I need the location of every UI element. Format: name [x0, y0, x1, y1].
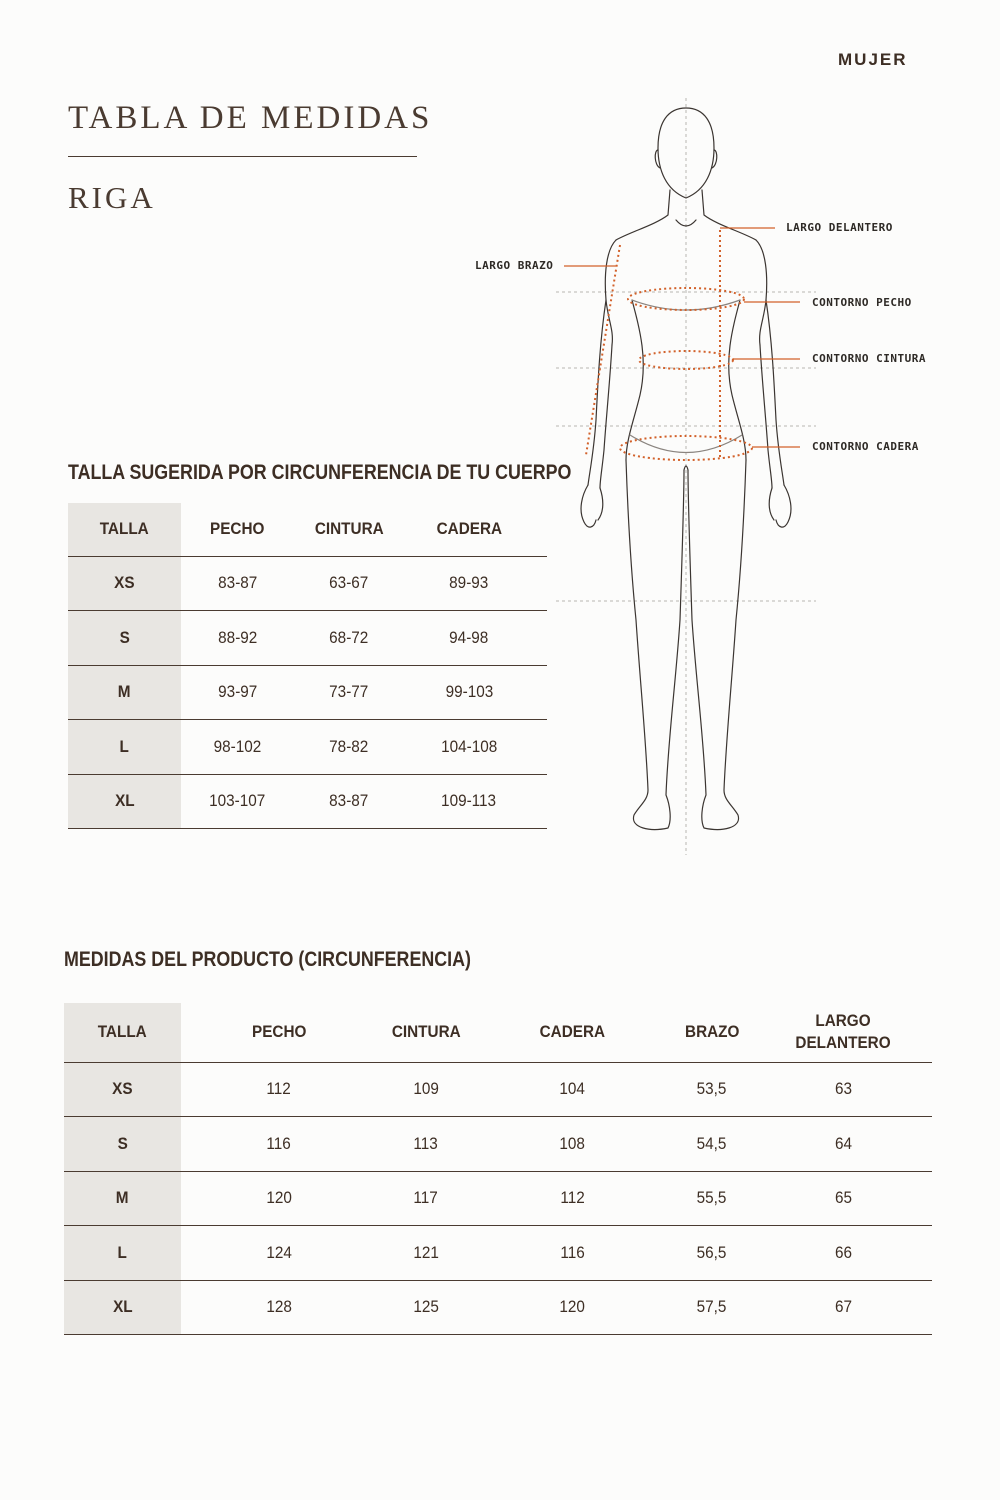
label-contorno-cintura: CONTORNO CINTURA [812, 352, 926, 365]
size-cell: XL [68, 774, 181, 829]
product-table-title: MEDIDAS DEL PRODUCTO (CIRCUNFERENCIA) [64, 948, 471, 971]
table-cell: 128 [266, 1297, 292, 1317]
table-row [68, 556, 547, 611]
header-pecho: PECHO [251, 1022, 307, 1042]
size-cell: XS [68, 556, 181, 611]
header-cintura: CINTURA [314, 519, 384, 539]
table-cell: 116 [266, 1133, 292, 1153]
header-cintura: CINTURA [391, 1022, 461, 1042]
table-cell: 121 [413, 1242, 439, 1262]
header-cadera: CADERA [539, 1022, 606, 1042]
table-cell: 98-102 [213, 736, 262, 756]
table-cell: 56,5 [697, 1242, 727, 1262]
table-row [64, 1171, 932, 1226]
table-row [64, 1117, 932, 1172]
table-header-row [64, 1003, 932, 1062]
table-cell: 117 [413, 1188, 439, 1208]
table-cell: 88-92 [217, 627, 258, 647]
table-row [64, 1280, 932, 1335]
table-cell: 112 [266, 1079, 292, 1099]
body-size-table [68, 503, 547, 829]
table-cell: 66 [834, 1242, 852, 1262]
table-cell: 64 [834, 1133, 852, 1153]
table-row [64, 1062, 932, 1117]
table-cell: 68-72 [329, 627, 369, 647]
table-cell: 113 [413, 1133, 439, 1153]
gender-label: MUJER [838, 50, 908, 69]
size-cell: L [68, 720, 181, 775]
table-cell: 124 [266, 1242, 292, 1262]
table-cell: 78-82 [329, 736, 369, 756]
table-cell: 125 [413, 1297, 439, 1317]
table-cell: 67 [834, 1297, 852, 1317]
body-table-title: TALLA SUGERIDA POR CIRCUNFERENCIA DE TU CUERPO [68, 461, 572, 484]
size-cell: S [64, 1117, 181, 1172]
label-largo-delantero: LARGO DELANTERO [786, 221, 893, 234]
table-cell: 83-87 [329, 791, 369, 811]
header-largo-delantero: LARGO DELANTERO [795, 1011, 891, 1053]
title-divider [68, 156, 417, 157]
table-cell: 65 [834, 1188, 852, 1208]
table-cell: 89-93 [449, 573, 489, 593]
label-contorno-pecho: CONTORNO PECHO [812, 296, 912, 309]
table-cell: 99-103 [445, 682, 493, 702]
product-name: RIGA [68, 180, 156, 215]
table-cell: 104-108 [440, 736, 498, 756]
table-header-row [68, 503, 547, 556]
table-cell: 109 [413, 1079, 439, 1099]
table-cell: 112 [560, 1188, 585, 1208]
size-cell: S [68, 611, 181, 666]
table-cell: 120 [559, 1297, 586, 1317]
header-cadera: CADERA [436, 519, 502, 539]
size-cell: XS [64, 1062, 181, 1117]
table-row [68, 720, 547, 775]
table-cell: 116 [560, 1242, 585, 1262]
label-largo-brazo: LARGO BRAZO [475, 259, 554, 272]
table-row [68, 665, 547, 720]
page-title: TABLA DE MEDIDAS [68, 100, 433, 136]
table-cell: 57,5 [697, 1297, 727, 1317]
table-cell: 104 [559, 1079, 586, 1099]
header-brazo: BRAZO [684, 1022, 740, 1042]
table-cell: 120 [266, 1188, 292, 1208]
size-cell: L [64, 1226, 181, 1281]
size-cell: XL [64, 1280, 181, 1335]
table-cell: 108 [559, 1133, 586, 1153]
table-cell: 73-77 [329, 682, 369, 702]
table-cell: 83-87 [217, 573, 258, 593]
size-cell: M [68, 665, 181, 720]
size-cell: M [64, 1171, 181, 1226]
table-row [68, 774, 547, 829]
table-cell: 93-97 [217, 682, 258, 702]
product-size-table [64, 1003, 932, 1335]
table-cell: 63-67 [329, 573, 369, 593]
table-cell: 94-98 [449, 627, 489, 647]
table-row [64, 1226, 932, 1281]
table-cell: 109-113 [441, 791, 497, 811]
table-row [68, 611, 547, 666]
header-talla: TALLA [68, 503, 181, 556]
header-pecho: PECHO [210, 519, 265, 539]
label-contorno-cadera: CONTORNO CADERA [812, 440, 919, 453]
table-cell: 54,5 [697, 1133, 727, 1153]
table-cell: 55,5 [697, 1188, 727, 1208]
header-talla: TALLA [64, 1003, 181, 1062]
table-cell: 103-107 [209, 791, 266, 811]
table-cell: 53,5 [697, 1079, 727, 1099]
table-cell: 63 [834, 1079, 852, 1099]
